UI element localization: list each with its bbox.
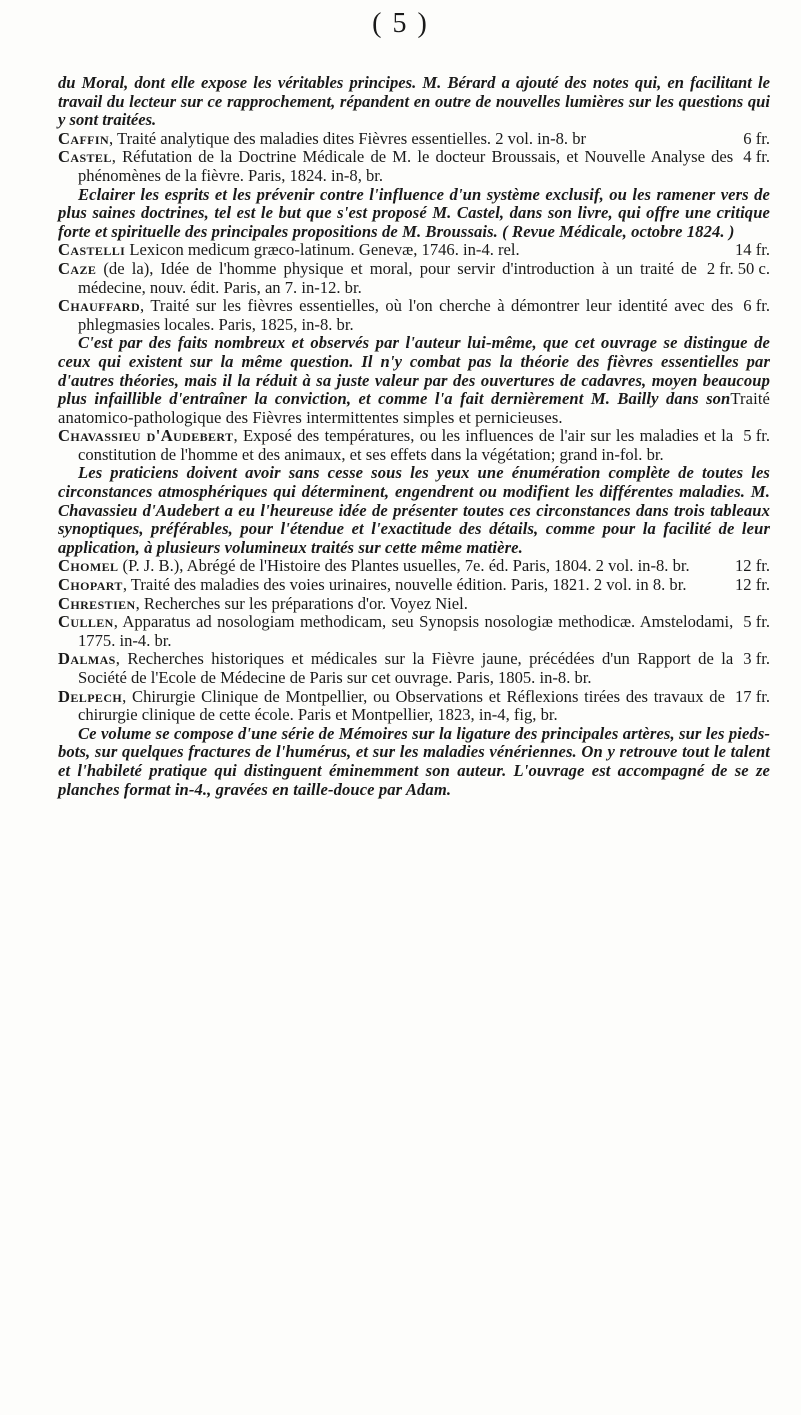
entry-price: 3 fr. [743,649,770,669]
entry-author: Chavassieu d'Audebert [58,426,234,446]
page-number: ( 5 ) [372,8,429,39]
entry-price: 12 fr. [734,575,770,595]
commentary-tail: Traité anatomico-pathologique des Fièvres intermittentes simples et pernicieuses. [58,389,770,427]
entry-description: (P. J. B.), Abrégé de l'Histoire des Plantes usuelles, 7e. éd. Paris, 1804. 2 vol. in-8. br. [118,556,690,576]
catalogue-entry [58,427,770,464]
entry-description: , Apparatus ad nosologiam methodicam, seu Synopsis nosologiæ methodicæ. Amstelodami, 1775. in-4. br. [78,612,734,650]
entry-author: Dalmas [58,649,116,669]
entry-commentary: Les praticiens doivent avoir sans cesse sous les yeux une énumération complète de toutes les circonstances atmosphériques qui déterminent, engendrent ou modifient les différentes maladies. M. Chavassieu d'Audebert a eu l'heureuse idée de présenter toutes ces circonstances dans trois tableaux synoptiques, préférables, pour l'étendue et l'exactitude des détails, comme pour la facilité de leur application, à plusieurs volumineux traités sur cette même matière. [58,463,770,557]
entry-price: 5 fr. [743,612,770,632]
entry-author: Chrestien [58,593,136,613]
entry-description: , Recherches sur les préparations d'or. Voyez Niel. [135,593,468,613]
entry-description: , Traité des maladies des voies urinaires, nouvelle édition. Paris, 1821. 2 vol. in 8. br. [122,575,687,595]
catalogue-entry [58,241,770,260]
entry-author: Chauffard [58,296,141,316]
entry-author: Castel [58,147,112,167]
entry-description: (de la), Idée de l'homme physique et moral, pour servir d'introduction à un traité de médecine, nouv. édit. Paris, an 7. in-12. br. [78,258,697,297]
entry-description: , Traité sur les fièvres essentielles, où l'on cherche à démontrer leur identité avec des phlegmasies locales. Paris, 1825, in-8. br. [78,296,734,334]
catalogue-entry [58,557,770,576]
catalogue-entry [58,650,770,687]
entry-description: , Traité analytique des maladies dites Fièvres essentielles. 2 vol. in-8. br [109,128,587,148]
entry-author: Chomel [58,556,119,576]
catalogue-entry [58,130,770,149]
catalogue-text [58,74,770,799]
entry-author: Delpech [58,686,123,706]
entry-price: 5 fr. [743,426,770,446]
entry-author: Cullen [58,612,114,632]
entry-commentary: Eclairer les esprits et les prévenir contre l'influence d'un système exclusif, ou les ramener vers de plus saines doctrines, tel est le but que s'est proposé M. Castel, dans son livre, qui offre une critique forte et spirituelle des principales propositions de M. Broussais. ( Revue Médicale, octobre 1824. ) [58,184,770,241]
entry-price: 6 fr. [743,296,770,316]
entry-author: Caffin [58,128,110,148]
catalogue-entry [58,148,770,185]
catalogue-entry [58,260,770,297]
entry-author: Caze [58,258,97,278]
entry-price: 17 fr. [734,686,770,706]
entry-description: , Exposé des températures, ou les influences de l'air sur les maladies et la constitution de l'homme et des animaux, et ses effets dans la végétation; grand in-fol. br. [78,426,734,464]
catalogue-entry [58,613,770,650]
entry-description: du Moral, dont elle expose les véritables principes. M. Bérard a ajouté des notes qui, en facilitant le travail du lecteur sur ce rapprochement, répandent en outre de nouvelles lumières sur les questions qui y sont traitées. [58,73,770,130]
entry-author: Castelli [58,240,126,260]
entry-description: , Chirurgie Clinique de Montpellier, ou Observations et Réflexions tirées des travaux de chirurgie clinique de cette école. Paris et Montpellier, 1823, in-4, fig, br. [78,686,725,725]
entry-price: 4 fr. [743,147,770,167]
entry-commentary: Ce volume se compose d'une série de Mémoires sur la ligature des principales artères, sur les pieds-bots, sur quelques fractures de l'humérus, et sur les maladies vénériennes. On y retrouve tout le talent et l'habileté pratique qui distinguent éminemment son auteur. L'ouvrage est accompagné de se ze planches format in-4., gravées en taille-douce par Adam. [58,723,770,799]
entry-price: 2 fr. 50 c. [706,258,770,278]
entry-commentary: C'est par des faits nombreux et observés par l'auteur lui-même, que cet ouvrage se distingue de ceux qui existent sur la même question. Il n'y combat pas la théorie des fièvres essentielles par d'autres théories, mais il la réduit à sa juste valeur par des ouvertures de cadavres, moyen beaucoup plus infaillible d'entraîner la conviction, et comme l'a fait dernièrement M. Bailly dans sonTraité anatomico-pathologique des Fièvres intermittentes simples et pernicieuses. [58,333,770,427]
entry-description: , Recherches historiques et médicales sur la Fièvre jaune, précédées d'un Rapport de la Société de l'Ecole de Médecine de Paris sur cet ouvrage. Paris, 1805. in-8. br. [78,649,734,687]
entry-continuation [58,74,770,130]
catalogue-entry [58,297,770,334]
entry-description: Lexicon medicum græco-latinum. Genevæ, 1746. in-4. rel. [125,240,520,260]
entry-price: 6 fr. [743,128,770,148]
entry-description: , Réfutation de la Doctrine Médicale de M. le docteur Broussais, et Nouvelle Analyse des phénomènes de la fièvre. Paris, 1824. in-8, br. [78,147,734,185]
catalogue-entry [58,576,770,595]
catalogue-entry [58,595,770,614]
entry-price: 12 fr. [734,556,770,576]
entry-author: Chopart [58,575,123,595]
catalogue-entry [58,688,770,725]
entry-price: 14 fr. [734,240,770,260]
